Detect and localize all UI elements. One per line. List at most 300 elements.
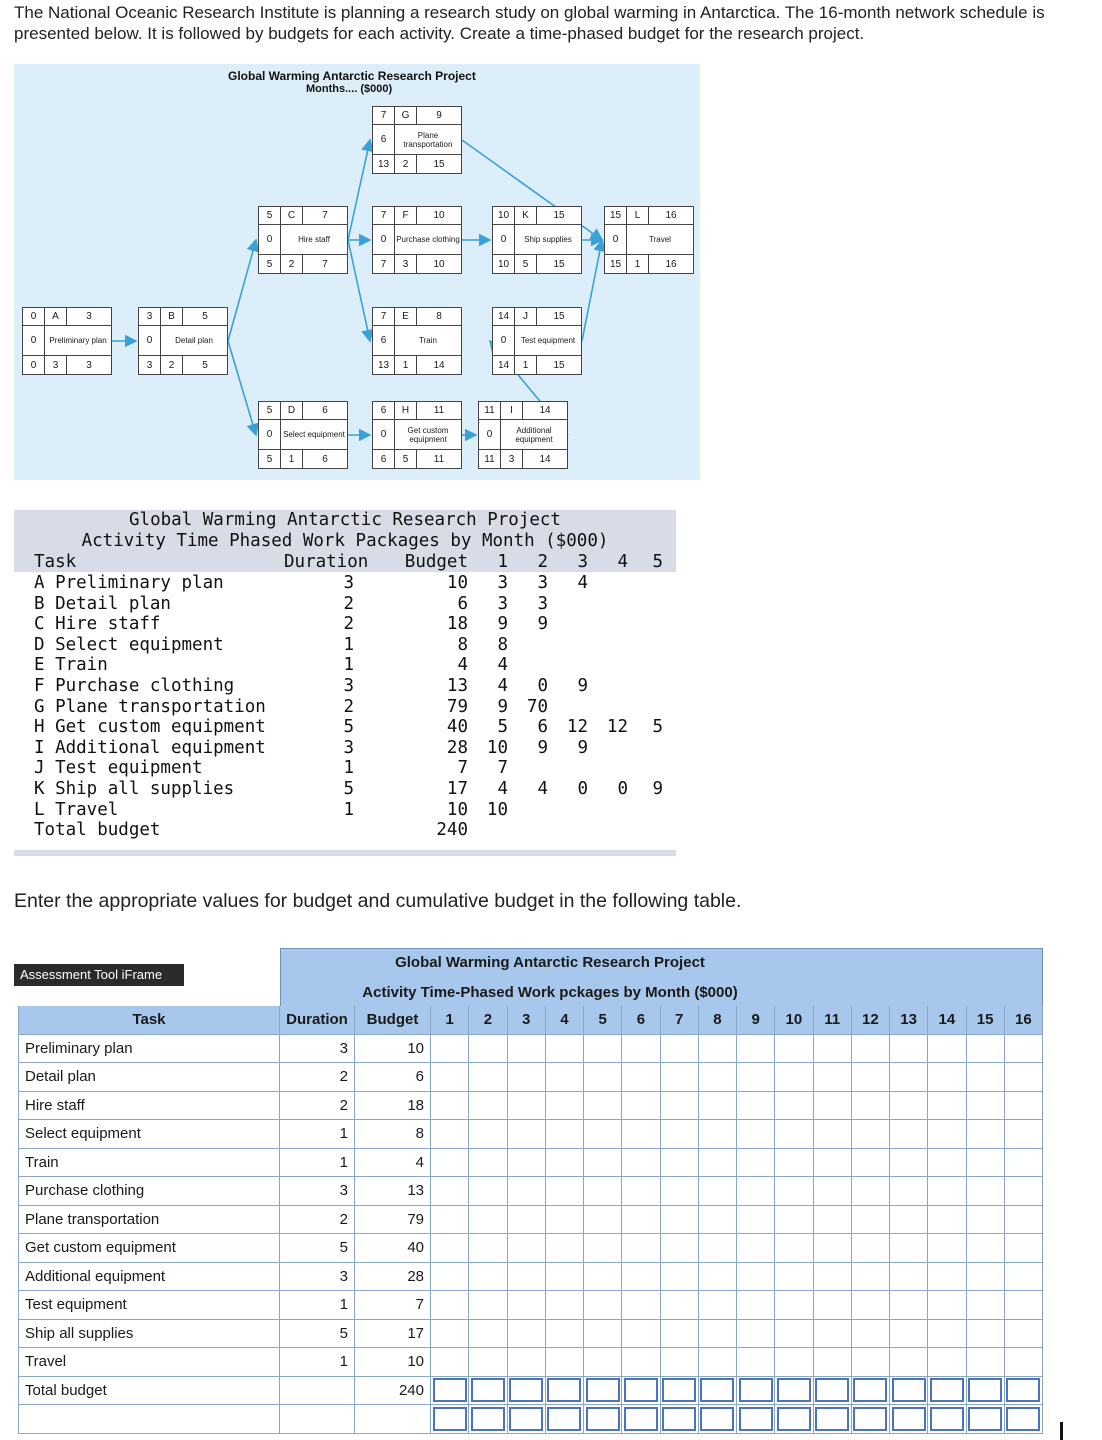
row-month-cell xyxy=(584,1234,622,1263)
row-month-cell xyxy=(584,1348,622,1377)
entry-col-budget: Budget xyxy=(355,1006,431,1035)
row-month-cell xyxy=(1005,1063,1043,1092)
row-month-cell xyxy=(584,1120,622,1149)
row-month-cell xyxy=(928,1177,966,1206)
row-task: Additional equipment xyxy=(18,1263,280,1292)
network-node-d xyxy=(258,401,348,469)
mono-col-m1: 1 xyxy=(497,552,508,572)
mono-row xyxy=(14,573,676,593)
mono-cell-m2: 70 xyxy=(526,696,548,717)
budget-input[interactable] xyxy=(739,1378,773,1402)
row-month-cell xyxy=(928,1149,966,1178)
row-month-cell xyxy=(508,1120,546,1149)
mono-cell-task: I Additional equipment xyxy=(34,737,266,758)
mono-cell-dur: 1 xyxy=(343,799,354,820)
budget-input[interactable] xyxy=(892,1378,926,1402)
row-month-cell xyxy=(661,1035,699,1064)
node-id: F xyxy=(395,207,417,224)
mono-cell-m2: 9 xyxy=(537,614,548,635)
row-month-cell xyxy=(852,1092,890,1121)
row-month-cell xyxy=(469,1177,507,1206)
mono-cell-bud: 4 xyxy=(457,655,468,676)
row-month-cell xyxy=(508,1234,546,1263)
node-slack: 0 xyxy=(373,420,395,449)
row-month-cell xyxy=(469,1120,507,1149)
row-month-cell xyxy=(508,1206,546,1235)
network-node-h xyxy=(372,401,462,469)
budget-input[interactable] xyxy=(700,1378,734,1402)
row-month-cell xyxy=(890,1149,928,1178)
row-month-cell xyxy=(775,1092,813,1121)
row-month-cell xyxy=(890,1263,928,1292)
row-month-cell xyxy=(967,1092,1005,1121)
mono-cell-task: D Select equipment xyxy=(34,634,224,655)
row-month-cell xyxy=(699,1063,737,1092)
row-month-cell xyxy=(928,1263,966,1292)
row-month-cell xyxy=(661,1120,699,1149)
entry-col-month-12: 12 xyxy=(852,1006,890,1035)
row-duration: 1 xyxy=(280,1291,355,1320)
row-month-cell xyxy=(661,1234,699,1263)
node-ls: 10 xyxy=(493,255,515,274)
cumulative-input[interactable] xyxy=(547,1407,581,1431)
row-month-cell xyxy=(775,1405,813,1434)
table-row xyxy=(18,1063,1043,1092)
mono-cell-dur: 2 xyxy=(343,614,354,635)
row-month-cell xyxy=(546,1291,584,1320)
row-budget: 18 xyxy=(355,1092,431,1121)
row-duration: 5 xyxy=(280,1234,355,1263)
mono-cell-task: H Get custom equipment xyxy=(34,717,266,738)
mono-row xyxy=(14,800,676,820)
row-month-cell xyxy=(508,1263,546,1292)
row-duration: 3 xyxy=(280,1035,355,1064)
row-month-cell xyxy=(584,1063,622,1092)
arrow-b-c xyxy=(228,240,256,341)
text-cursor xyxy=(1060,1422,1063,1440)
row-month-cell xyxy=(890,1377,928,1406)
node-id: C xyxy=(281,207,303,224)
entry-col-task: Task xyxy=(18,1006,280,1035)
node-dur: 1 xyxy=(515,356,537,375)
row-month-cell xyxy=(1005,1377,1043,1406)
row-budget: 10 xyxy=(355,1348,431,1377)
row-month-cell xyxy=(852,1063,890,1092)
node-ef: 11 xyxy=(433,405,445,416)
mono-cell-dur: 5 xyxy=(343,779,354,799)
mono-cell-dur: 3 xyxy=(343,676,354,696)
row-month-cell xyxy=(546,1234,584,1263)
cumulative-input[interactable] xyxy=(1006,1407,1040,1431)
node-slack: 6 xyxy=(373,125,395,154)
row-task: Preliminary plan xyxy=(18,1035,280,1064)
table-row xyxy=(18,1234,1043,1263)
mono-cell-m2: 9 xyxy=(537,737,548,758)
network-node-a xyxy=(22,307,112,375)
node-desc: Train xyxy=(419,336,437,345)
row-month-cell xyxy=(469,1377,507,1406)
row-month-cell xyxy=(890,1092,928,1121)
row-month-cell xyxy=(469,1035,507,1064)
row-month-cell xyxy=(469,1063,507,1092)
row-budget: 240 xyxy=(355,1377,431,1406)
cumulative-input[interactable] xyxy=(662,1407,696,1431)
mono-cell-m3: 12 xyxy=(566,717,588,738)
row-month-cell xyxy=(1005,1149,1043,1178)
row-month-cell xyxy=(546,1149,584,1178)
intro-text: The National Oceanic Research Institute is planning a research study on global warming in Antarctica. The 16-month network schedule is presented below. It is followed by budgets for each activity. Create a time-phased budget for the research project. xyxy=(14,3,1045,43)
mono-cell-dur: 1 xyxy=(343,655,354,676)
row-month-cell xyxy=(661,1092,699,1121)
cumulative-input[interactable] xyxy=(739,1407,773,1431)
budget-input[interactable] xyxy=(662,1378,696,1402)
budget-input[interactable] xyxy=(853,1378,887,1402)
row-month-cell xyxy=(814,1377,852,1406)
row-month-cell xyxy=(967,1263,1005,1292)
mono-cell-task: G Plane transportation xyxy=(34,696,266,717)
node-slack: 0 xyxy=(139,326,161,355)
node-es: 7 xyxy=(373,308,395,325)
node-es: 5 xyxy=(259,207,281,224)
row-month-cell xyxy=(584,1320,622,1349)
row-month-cell xyxy=(699,1377,737,1406)
row-month-cell xyxy=(890,1063,928,1092)
entry-col-month-14: 14 xyxy=(928,1006,966,1035)
budget-input[interactable] xyxy=(586,1378,620,1402)
entry-col-month-15: 15 xyxy=(967,1006,1005,1035)
mono-row xyxy=(14,697,676,717)
row-month-cell xyxy=(852,1177,890,1206)
cumulative-input[interactable] xyxy=(930,1407,964,1431)
arrow-b-d xyxy=(228,341,256,435)
cumulative-input[interactable] xyxy=(892,1407,926,1431)
row-month-cell xyxy=(928,1206,966,1235)
budget-input[interactable] xyxy=(815,1378,849,1402)
node-dur: 5 xyxy=(395,450,417,469)
node-id: G xyxy=(395,107,417,124)
row-month-cell xyxy=(622,1320,660,1349)
row-month-cell xyxy=(469,1092,507,1121)
mono-cell-task: F Purchase clothing xyxy=(34,676,235,696)
row-month-cell xyxy=(1005,1177,1043,1206)
row-month-cell xyxy=(737,1377,775,1406)
network-arrows xyxy=(14,64,700,480)
row-month-cell xyxy=(661,1320,699,1349)
mono-row xyxy=(14,655,676,675)
node-ef: 5 xyxy=(202,311,208,322)
row-month-cell xyxy=(508,1405,546,1434)
cumulative-input[interactable] xyxy=(777,1407,811,1431)
node-es: 15 xyxy=(605,207,627,224)
row-month-cell xyxy=(622,1377,660,1406)
node-ls: 7 xyxy=(373,255,395,274)
mono-cell-m1: 10 xyxy=(486,799,508,820)
cumulative-input[interactable] xyxy=(624,1407,658,1431)
row-month-cell xyxy=(508,1348,546,1377)
entry-col-month-3: 3 xyxy=(508,1006,546,1035)
budget-input[interactable] xyxy=(777,1378,811,1402)
row-month-cell xyxy=(508,1320,546,1349)
row-month-cell xyxy=(584,1263,622,1292)
mono-cell-task: K Ship all supplies xyxy=(34,779,235,799)
row-duration: 2 xyxy=(280,1206,355,1235)
node-lf: 5 xyxy=(202,360,208,371)
budget-input[interactable] xyxy=(968,1378,1002,1402)
row-month-cell xyxy=(890,1405,928,1434)
mono-cell-bud: 13 xyxy=(446,676,468,696)
row-month-cell xyxy=(508,1035,546,1064)
table-row xyxy=(18,1263,1043,1292)
mono-cell-task: C Hire staff xyxy=(34,614,161,635)
mono-col-budget: Budget xyxy=(404,552,468,572)
mono-cell-m1: 5 xyxy=(497,717,508,738)
row-month-cell xyxy=(775,1348,813,1377)
node-desc: Plane transportation xyxy=(403,130,453,149)
row-task: Purchase clothing xyxy=(18,1177,280,1206)
row-month-cell xyxy=(852,1348,890,1377)
row-budget: 17 xyxy=(355,1320,431,1349)
row-month-cell xyxy=(737,1320,775,1349)
row-month-cell xyxy=(1005,1120,1043,1149)
row-month-cell xyxy=(928,1320,966,1349)
row-month-cell xyxy=(890,1348,928,1377)
entry-col-month-10: 10 xyxy=(775,1006,813,1035)
row-month-cell xyxy=(967,1206,1005,1235)
budget-input[interactable] xyxy=(471,1378,505,1402)
row-task: Test equipment xyxy=(18,1291,280,1320)
row-month-cell xyxy=(546,1405,584,1434)
network-node-l xyxy=(604,206,694,274)
cumulative-input[interactable] xyxy=(853,1407,887,1431)
mono-title-1: Global Warming Antarctic Research Project xyxy=(129,510,561,530)
cumulative-input[interactable] xyxy=(509,1407,543,1431)
row-duration xyxy=(280,1377,355,1406)
row-month-cell xyxy=(967,1120,1005,1149)
cumulative-input[interactable] xyxy=(433,1407,467,1431)
row-month-cell xyxy=(584,1035,622,1064)
row-month-cell xyxy=(1005,1234,1043,1263)
row-month-cell xyxy=(775,1263,813,1292)
mono-row xyxy=(14,594,676,614)
node-slack: 0 xyxy=(23,326,45,355)
node-ls: 13 xyxy=(373,155,395,174)
row-month-cell xyxy=(775,1377,813,1406)
mono-cell-m1: 3 xyxy=(497,593,508,614)
row-month-cell xyxy=(584,1149,622,1178)
node-id: L xyxy=(627,207,649,224)
row-month-cell xyxy=(622,1405,660,1434)
row-month-cell xyxy=(967,1234,1005,1263)
node-es: 3 xyxy=(139,308,161,325)
row-month-cell xyxy=(814,1206,852,1235)
cumulative-input[interactable] xyxy=(815,1407,849,1431)
row-month-cell xyxy=(469,1149,507,1178)
row-month-cell xyxy=(469,1320,507,1349)
mono-cell-m1: 7 xyxy=(497,758,508,779)
row-month-cell xyxy=(546,1120,584,1149)
cumulative-input[interactable] xyxy=(968,1407,1002,1431)
node-id: B xyxy=(161,308,183,325)
row-task xyxy=(18,1405,280,1434)
node-desc: Preliminary plan xyxy=(49,336,107,345)
iframe-label: Assessment Tool iFrame xyxy=(14,964,184,986)
node-es: 0 xyxy=(23,308,45,325)
row-month-cell xyxy=(814,1092,852,1121)
mono-cell-dur: 1 xyxy=(343,634,354,655)
row-month-cell xyxy=(546,1177,584,1206)
node-slack: 0 xyxy=(493,326,515,355)
entry-col-month-1: 1 xyxy=(431,1006,469,1035)
mono-cell-m2: 0 xyxy=(537,676,548,696)
mono-cell-m1: 9 xyxy=(497,614,508,635)
row-month-cell xyxy=(699,1348,737,1377)
node-ls: 6 xyxy=(373,450,395,469)
table-row xyxy=(18,1377,1043,1406)
mono-cell-task: Total budget xyxy=(34,820,161,841)
arrow-c-e xyxy=(348,240,370,341)
row-month-cell xyxy=(661,1263,699,1292)
mono-cell-task: A Preliminary plan xyxy=(34,573,224,593)
row-month-cell xyxy=(852,1035,890,1064)
row-month-cell xyxy=(737,1035,775,1064)
row-month-cell xyxy=(431,1234,469,1263)
node-lf: 14 xyxy=(433,360,445,371)
budget-input[interactable] xyxy=(433,1378,467,1402)
cumulative-input[interactable] xyxy=(471,1407,505,1431)
node-slack: 0 xyxy=(373,225,395,254)
row-month-cell xyxy=(1005,1092,1043,1121)
budget-input[interactable] xyxy=(1006,1378,1040,1402)
mono-cell-dur: 2 xyxy=(343,593,354,614)
table-row xyxy=(18,1320,1043,1349)
node-ef: 14 xyxy=(539,405,551,416)
row-month-cell xyxy=(546,1320,584,1349)
node-lf: 15 xyxy=(553,259,565,270)
mono-row xyxy=(14,717,676,737)
cumulative-input[interactable] xyxy=(700,1407,734,1431)
row-month-cell xyxy=(431,1263,469,1292)
node-ls: 5 xyxy=(259,255,281,274)
row-month-cell xyxy=(967,1291,1005,1320)
node-slack: 0 xyxy=(479,420,501,449)
node-ls: 0 xyxy=(23,356,45,375)
mono-col-duration: Duration xyxy=(284,552,369,572)
row-duration: 1 xyxy=(280,1149,355,1178)
mono-cell-m4: 0 xyxy=(617,779,628,799)
row-month-cell xyxy=(775,1291,813,1320)
row-month-cell xyxy=(469,1263,507,1292)
node-desc: Test equipment xyxy=(520,336,576,345)
row-month-cell xyxy=(775,1177,813,1206)
mono-col-m2: 2 xyxy=(537,552,548,572)
cumulative-input[interactable] xyxy=(586,1407,620,1431)
mono-cell-task: J Test equipment xyxy=(34,758,203,779)
mono-col-m5: 5 xyxy=(652,552,663,572)
row-month-cell xyxy=(967,1149,1005,1178)
row-month-cell xyxy=(469,1405,507,1434)
node-desc: Additional equipment xyxy=(515,425,553,444)
node-ef: 3 xyxy=(86,311,92,322)
network-node-c xyxy=(258,206,348,274)
row-month-cell xyxy=(699,1149,737,1178)
node-ef: 9 xyxy=(436,110,442,121)
node-es: 10 xyxy=(493,207,515,224)
node-dur: 1 xyxy=(395,356,417,375)
row-month-cell xyxy=(1005,1405,1043,1434)
row-month-cell xyxy=(661,1291,699,1320)
node-id: D xyxy=(281,402,303,419)
mono-cell-m3: 9 xyxy=(577,737,588,758)
entry-col-month-13: 13 xyxy=(890,1006,928,1035)
node-lf: 11 xyxy=(433,454,445,465)
mono-header-row xyxy=(14,552,676,572)
row-month-cell xyxy=(890,1320,928,1349)
row-budget: 10 xyxy=(355,1035,431,1064)
mono-cell-dur: 3 xyxy=(343,573,354,593)
node-lf: 10 xyxy=(433,259,445,270)
row-month-cell xyxy=(431,1092,469,1121)
entry-col-month-9: 9 xyxy=(737,1006,775,1035)
entry-col-month-7: 7 xyxy=(661,1006,699,1035)
row-month-cell xyxy=(508,1291,546,1320)
node-id: A xyxy=(45,308,67,325)
row-month-cell xyxy=(775,1035,813,1064)
row-month-cell xyxy=(737,1092,775,1121)
budget-input[interactable] xyxy=(509,1378,543,1402)
row-month-cell xyxy=(852,1405,890,1434)
row-month-cell xyxy=(967,1177,1005,1206)
row-month-cell xyxy=(508,1377,546,1406)
row-month-cell xyxy=(814,1177,852,1206)
mono-cell-bud: 10 xyxy=(446,573,468,593)
table-row xyxy=(18,1035,1043,1064)
row-month-cell xyxy=(1005,1206,1043,1235)
network-subtitle: Months.... ($000) xyxy=(306,83,393,95)
row-month-cell xyxy=(1005,1348,1043,1377)
row-duration: 2 xyxy=(280,1063,355,1092)
row-duration: 1 xyxy=(280,1120,355,1149)
mono-row xyxy=(14,779,676,799)
mono-cell-task: L Travel xyxy=(34,799,119,820)
row-month-cell xyxy=(737,1206,775,1235)
table-row xyxy=(18,1120,1043,1149)
row-month-cell xyxy=(737,1063,775,1092)
row-month-cell xyxy=(737,1263,775,1292)
row-month-cell xyxy=(469,1234,507,1263)
node-desc: Purchase clothing xyxy=(396,235,460,244)
node-ls: 15 xyxy=(605,255,627,274)
node-lf: 15 xyxy=(433,159,445,170)
network-node-j xyxy=(492,307,582,375)
row-month-cell xyxy=(584,1092,622,1121)
entry-col-month-2: 2 xyxy=(469,1006,507,1035)
budget-input[interactable] xyxy=(547,1378,581,1402)
row-duration: 3 xyxy=(280,1177,355,1206)
row-month-cell xyxy=(584,1206,622,1235)
row-duration: 2 xyxy=(280,1092,355,1121)
node-id: H xyxy=(395,402,417,419)
table-row xyxy=(18,1149,1043,1178)
row-month-cell xyxy=(431,1320,469,1349)
mono-cell-bud: 10 xyxy=(446,799,468,820)
row-task: Hire staff xyxy=(18,1092,280,1121)
budget-input[interactable] xyxy=(930,1378,964,1402)
node-ls: 13 xyxy=(373,356,395,375)
budget-input[interactable] xyxy=(624,1378,658,1402)
node-ls: 5 xyxy=(259,450,281,469)
mono-cell-m1: 10 xyxy=(486,737,508,758)
entry-col-month-6: 6 xyxy=(622,1006,660,1035)
